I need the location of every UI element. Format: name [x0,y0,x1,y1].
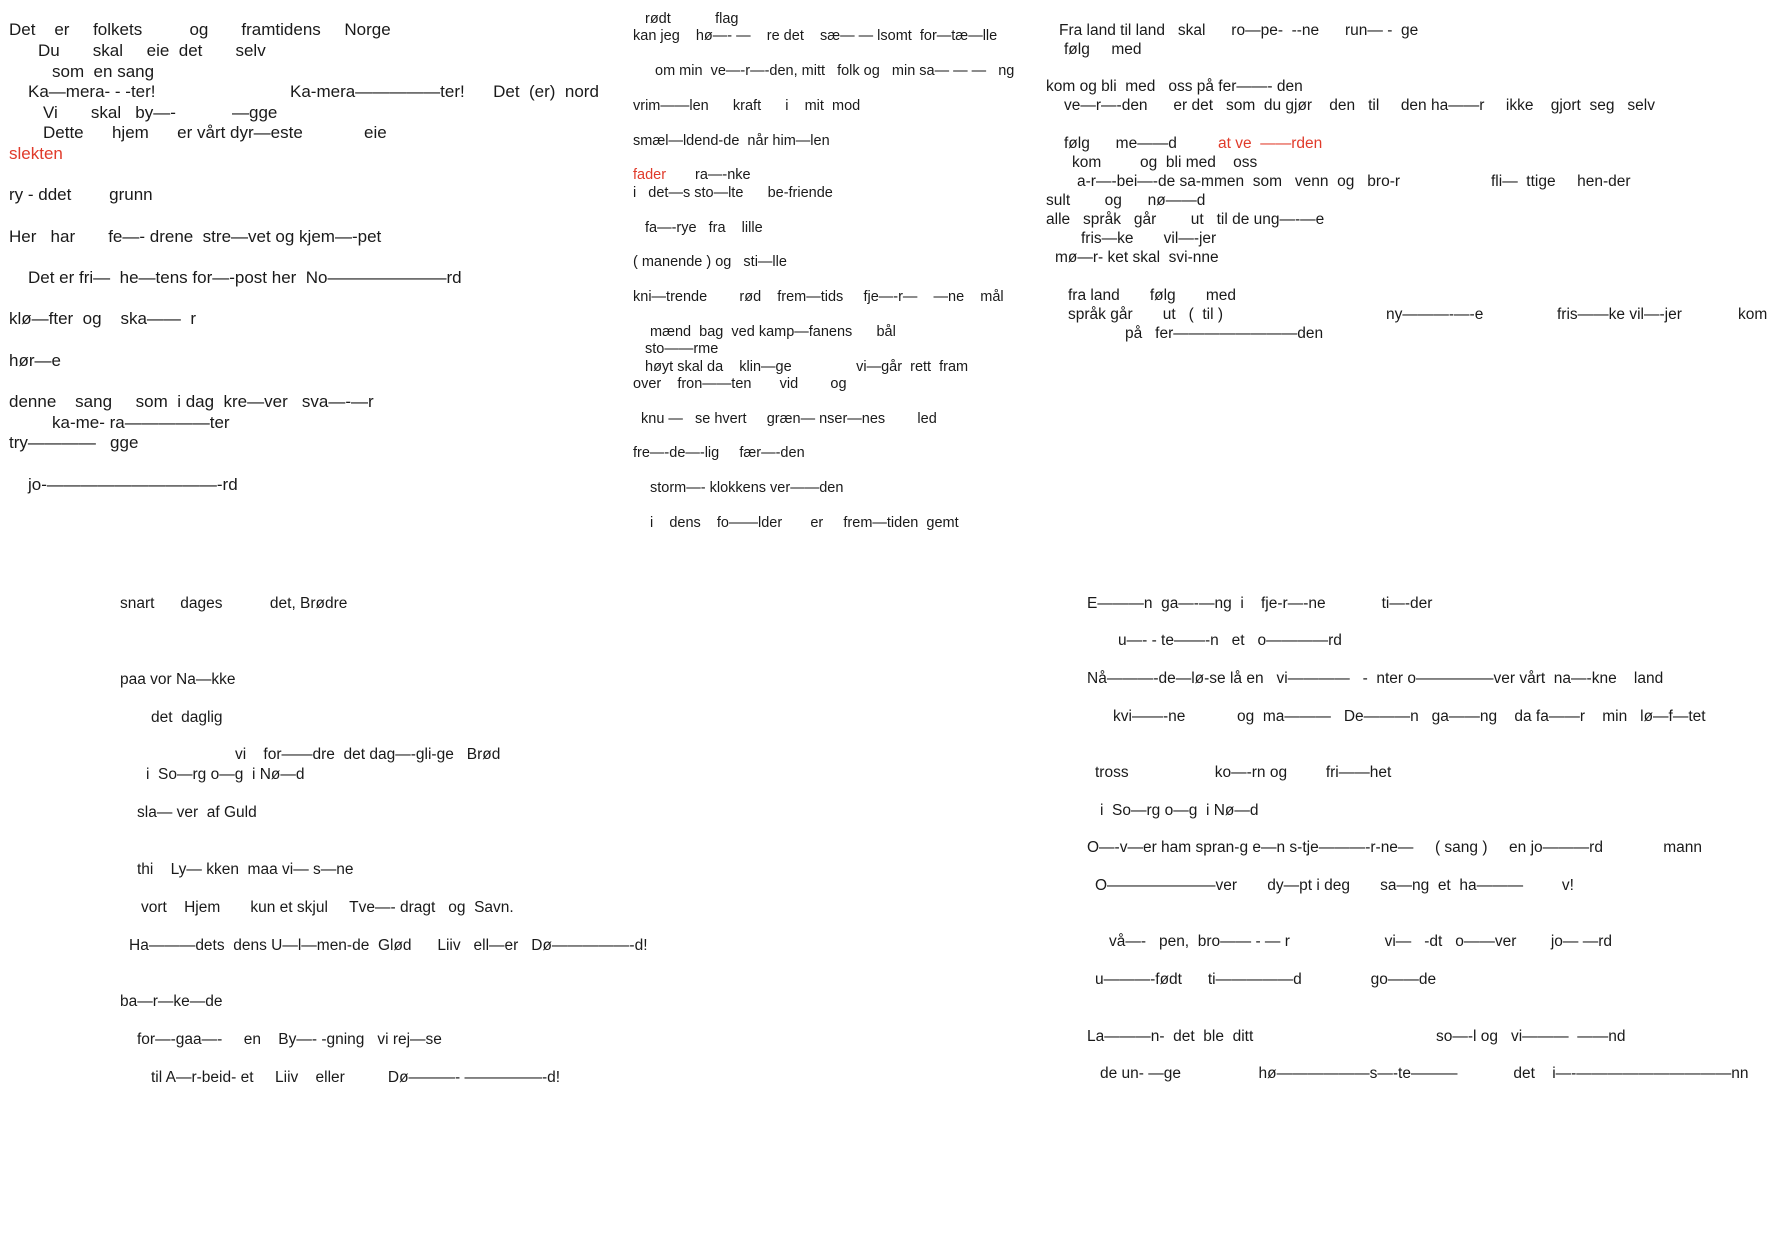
text-line: sult og nø——d [1046,192,1206,209]
text-line: mø—r- ket skal svi-nne [1055,249,1219,266]
text-line: Ha———dets dens U—l—men-de Glød Liiv ell—er Dø—————-d! [129,937,648,954]
text-line: i So—rg o—g i Nø—d [146,766,305,783]
text-line: Ka-mera—————ter! Det (er) nord [290,82,599,101]
text-line: La———n- det ble ditt [1087,1028,1254,1045]
text-line: a-r—-bei—-de sa-mmen som venn og bro-r [1077,173,1401,190]
text-line: ka-me- ra—————ter [52,413,230,432]
text-line: E———n ga—-—ng i fje-r—-ne ti—-der [1087,595,1433,612]
text-line: Her har fe—- drene stre—vet og kjem—-pet [9,227,382,246]
text-line: klø—fter og ska—— r [9,309,197,328]
text-line: tross ko—-rn og fri——het [1095,764,1392,781]
text-line: følg me——d [1064,135,1177,152]
text-line: ( manende ) og sti—lle [633,254,787,270]
text-line: fris——ke vil—-jer [1557,306,1682,323]
text-line: følg med [1064,41,1142,58]
text-line: smæl—ldend-de når him—len [633,133,830,149]
text-line: for—-gaa—- en By—- -gning vi rej—se [137,1031,442,1048]
text-line: fre—-de—-lig fær—-den [633,445,805,461]
text-line: mænd bag ved kamp—fanens bål [650,324,896,340]
text-line: eie [364,123,387,142]
text-line: høyt skal da klin—ge vi—går rett fram [645,359,969,375]
text-line: fli— ttige hen-der [1491,173,1631,190]
text-line: til A—r-beid- et Liiv eller Dø———- —————-d! [151,1069,561,1086]
text-line: so—-l og vi——— ——nd [1436,1028,1626,1045]
text-line: ry - ddet grunn [9,185,153,204]
text-line: u—- - te——-n et o————rd [1118,632,1342,649]
text-line: ve—r—-den er det som du gjør den til den ha——r ikke gjort seg selv [1064,97,1655,114]
text-line: sla— ver af Guld [137,804,257,821]
text-line: ny———-—-e [1386,306,1484,323]
text-line: Dette hjem er vårt dyr—este [43,123,303,142]
text-line: thi Ly— kken maa vi— s—ne [137,861,354,878]
text-line: kom [1738,306,1768,323]
text-line: kvi——-ne og ma——— De———n ga——ng da fa——r min lø—f—tet [1113,708,1706,725]
text-line: i dens fo——lder er frem—tiden gemt [650,515,959,531]
text-line: paa vor Na—kke [120,671,236,688]
text-line: O—-v—er ham spran-g e—n s-tje———-r-ne— ( sang ) en jo———rd mann [1087,839,1702,856]
text-line: over fron——ten vid og [633,376,847,392]
text-line: i det—s sto—lte be-friende [633,185,833,201]
text-line: Ka—mera- - -ter! [28,82,156,101]
text-line: jo-——————————-rd [28,475,238,494]
text-line: språk går ut ( til ) [1068,306,1224,323]
text-line: ra—-nke [695,167,751,183]
text-line: denne sang som i dag kre—ver sva—-—r [9,392,374,411]
text-line: på fer————————den [1125,325,1324,342]
text-line: Vi skal by—- [43,103,176,122]
text-line: rødt flag [645,11,739,27]
text-line: det daglig [151,709,223,726]
text-line: ba—r—ke—de [120,993,223,1010]
text-line: storm—- klokkens ver——den [650,480,844,496]
text-line: fra land følg med [1068,287,1236,304]
text-line: sto——rme [645,341,719,357]
text-line: vå—- pen, bro—— - — r vi— -dt o——ver jo— —rd [1109,933,1612,950]
text-line: som en sang [52,62,155,81]
text-line: try———— gge [9,433,139,452]
text-line: —gge [232,103,278,122]
text-line: vi for——dre det dag—-gli-ge Brød [235,746,501,763]
text-line: Du skal eie det selv [38,41,266,60]
text-line: knu — se hvert græn— nser—nes led [641,411,937,427]
text-line: fa—-rye fra lille [645,220,763,236]
text-line: O———————ver dy—pt i deg sa—ng et ha——— v! [1095,877,1574,894]
text-line: u———-født ti—————d go——de [1095,971,1437,988]
text-line-highlighted: fader [633,167,667,183]
text-line: i So—rg o—g i Nø—d [1100,802,1259,819]
text-line: hør—e [9,351,61,370]
text-line: fris—ke vil—-jer [1081,230,1217,247]
text-line: Det er folkets og framtidens Norge [9,20,391,39]
text-line: om min ve—-r—-den, mitt folk og min sa— — — ng [655,63,1015,79]
text-line: snart dages det, Brødre [120,595,348,612]
text-line-highlighted: slekten [9,144,63,163]
text-line: kan jeg hø—- — re det sæ— — lsomt for—tæ—lle [633,28,998,44]
text-line-highlighted: at ve ——rden [1218,135,1323,152]
text-line: Nå———-de—lø-se lå en vi———— - nter o—————ver vårt na—-kne land [1087,670,1664,687]
text-line: vrim——len kraft i mit mod [633,98,861,114]
text-line: kom og bli med oss [1072,154,1258,171]
text-line: Fra land til land skal ro—pe- --ne run— - ge [1059,22,1419,39]
text-line: kom og bli med oss på fer——- den [1046,78,1303,95]
text-line: de un- —ge hø——————s—-te——— det i—-——————————nn [1100,1065,1749,1082]
text-line: vort Hjem kun et skjul Tve—- dragt og Savn. [141,899,514,916]
text-line: Det er fri— he—tens for—-post her No———————rd [28,268,462,287]
text-line: kni—trende rød frem—tids fje—-r— —ne mål [633,289,1004,305]
text-line: alle språk går ut til de ung—-—e [1046,211,1325,228]
